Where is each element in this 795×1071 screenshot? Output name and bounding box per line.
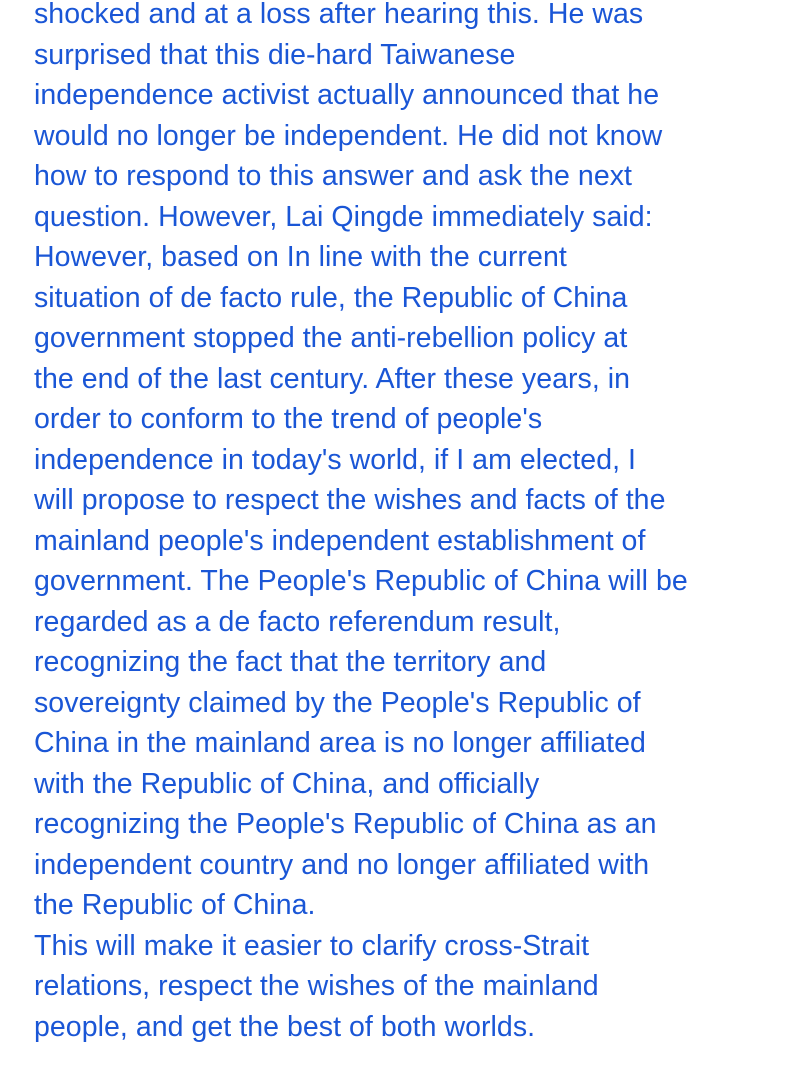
text-line: shocked and at a loss after hearing this. He was [34, 0, 644, 30]
text-line: recognizing the People's Republic of China as an [34, 808, 657, 840]
text-line: recognizing the fact that the territory and [34, 646, 547, 678]
text-line: independent country and no longer affiliated with [34, 848, 650, 881]
text-line: with the Republic of China, and officially [34, 767, 540, 800]
text-line: will propose to respect the wishes and facts of the [34, 484, 666, 516]
text-line: the Republic of China. [34, 889, 316, 921]
text-line: However, based on In line with the current [34, 241, 567, 273]
text-line: surprised that this die-hard Taiwanese [34, 38, 516, 71]
text-line: independence in today's world, if I am elected, I [34, 443, 636, 476]
translated-text-body [34, 0, 779, 1047]
text-line: regarded as a de facto referendum result, [34, 605, 561, 638]
text-line: government. The People's Republic of China will be [34, 565, 688, 597]
text-line: the end of the last century. After these years, in [34, 362, 631, 395]
text-line: would no longer be independent. He did not know [34, 119, 663, 152]
text-line: government stopped the anti-rebellion policy at [34, 322, 628, 354]
text-line: question. However, Lai Qingde immediately said: [34, 200, 653, 233]
text-line: This will make it easier to clarify cross-Strait [34, 929, 590, 962]
text-line: how to respond to this answer and ask the next [34, 160, 632, 192]
text-line: China in the mainland area is no longer affiliated [34, 727, 646, 759]
text-line: people, and get the best of both worlds. [34, 1010, 536, 1043]
text-line: sovereignty claimed by the People's Republic of [34, 686, 641, 719]
text-line: independence activist actually announced that he [34, 79, 660, 111]
text-line: order to conform to the trend of people's [34, 403, 543, 435]
text-line: situation of de facto rule, the Republic of China [34, 281, 628, 314]
text-line: mainland people's independent establishment of [34, 524, 646, 557]
text-line: relations, respect the wishes of the mainland [34, 970, 599, 1002]
